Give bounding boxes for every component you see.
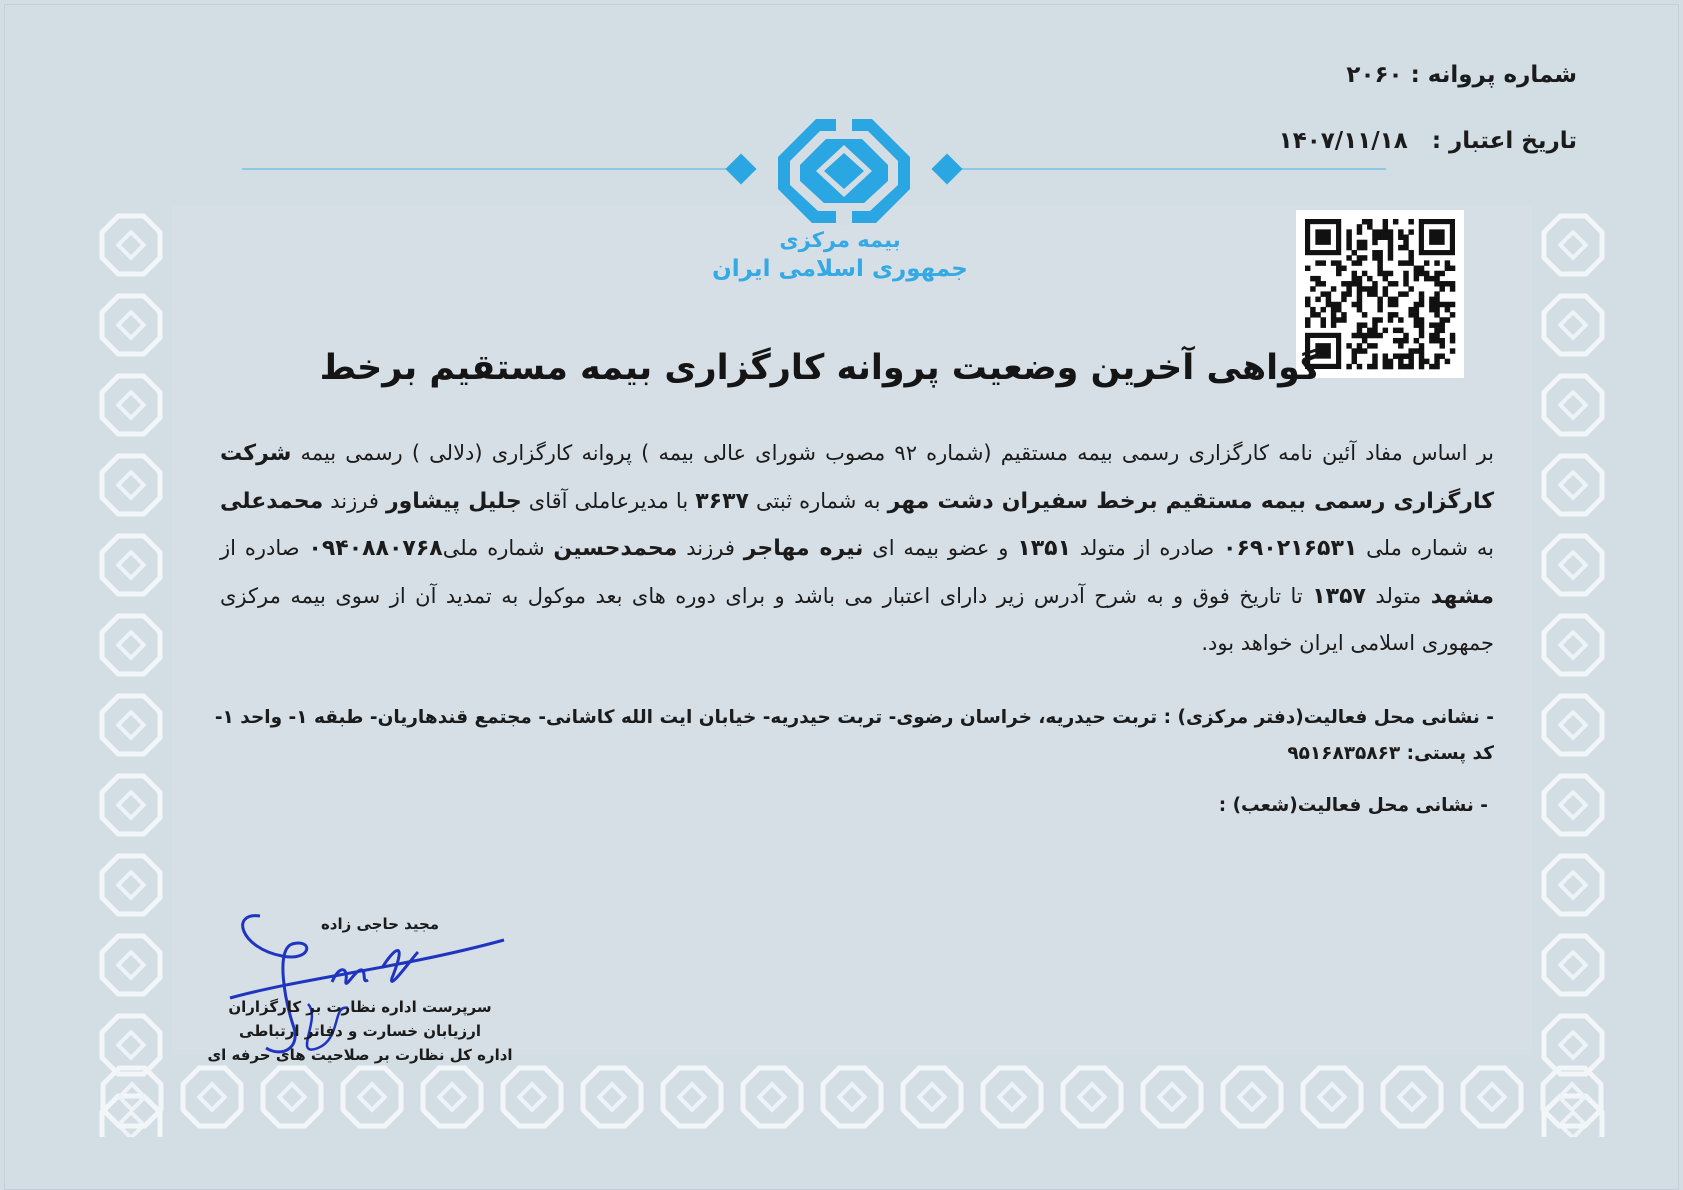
ceo-name: جلیل پیشاور — [385, 488, 522, 514]
signatory-title-line1: سرپرست اداره نظارت بر کارگزاران — [228, 998, 492, 1016]
ceo-birth-year: ۱۳۵۱ — [1017, 536, 1072, 561]
logo-divider-right — [956, 168, 1386, 170]
signatory-title-line3: اداره کل نظارت بر صلاحیت های حرفه ای — [207, 1046, 513, 1064]
decorative-border-left — [92, 205, 170, 1137]
central-insurance-logo-icon — [776, 117, 912, 229]
ceo-father-name: محمدعلی — [220, 488, 324, 514]
member-birth-year: ۱۳۵۷ — [1312, 583, 1366, 609]
signatory-title-line2: ارزیابان خسارت و دفاتر ارتباطی — [239, 1022, 481, 1040]
logo-text-line1: بیمه مرکزی — [779, 228, 901, 252]
company-name: شرکت کارگزاری رسمی بیمه مستقیم برخط سفیران دشت مهر — [220, 441, 1495, 514]
logo-divider-left — [242, 168, 730, 170]
head-office-address: - نشانی محل فعالیت(دفتر مرکزی) : تربت حیدریه، خراسان رضوی- تربت حیدریه- خیابان ایت الله کاشانی- مجتمع قندهاریان- طبقه ۱- واحد ۱- کد پستی: ۹۵۱۶۸۳۵۸۶۳ — [214, 707, 1494, 764]
validity-date-label: تاریخ اعتبار : — [1431, 128, 1577, 154]
license-number — [1346, 62, 1577, 88]
member-name: نیره مهاجر — [743, 536, 864, 561]
validity-date — [1279, 128, 1577, 154]
member-issue-city: مشهد — [1430, 583, 1494, 609]
registration-number: ۳۶۳۷ — [695, 488, 749, 514]
certificate-body-text: بر اساس مفاد آئین نامه کارگزاری رسمی بیمه مستقیم (شماره ۹۲ مصوب شورای عالی بیمه ) پروانه کارگزاری (دلالی ) رسمی بیمه شرکت کارگزاری رسمی بیمه مستقیم برخط سفیران دشت مهر به شماره ثبتی ۳۶۳۷ با مدیرعاملی آقای جلیل پیشاور فرزند محمدعلی به شماره ملی ۰۶۹۰۲۱۶۵۳۱ صادره از متولد ۱۳۵۱ و عضو بیمه ای نیره مهاجر فرزند محمدحسین شماره ملی۰۹۴۰۸۸۰۷۶۸ صادره از مشهد متولد ۱۳۵۷ تا تاریخ فوق و به شرح آدرس زیر دارای اعتبار می باشد و برای دوره های بعد موکول به تمدید آن از سوی بیمه مرکزی جمهوری اسلامی ایران خواهد بود. — [220, 441, 1495, 655]
validity-date-value: ۱۴۰۷/۱۱/۱۸ — [1278, 128, 1408, 154]
certificate-title: گواهی آخرین وضعیت پروانه کارگزاری بیمه مستقیم برخط — [319, 348, 1321, 388]
signatory-title — [200, 995, 520, 1067]
member-national-id: ۰۹۴۰۸۸۰۷۶۸ — [308, 536, 443, 561]
ceo-national-id: ۰۶۹۰۲۱۶۵۳۱ — [1223, 536, 1358, 561]
member-father-name: محمدحسین — [553, 536, 678, 561]
branch-address: - نشانی محل فعالیت(شعب) : — [1218, 795, 1488, 816]
decorative-border-right — [1534, 205, 1612, 1137]
license-number-value: ۲۰۶۰ — [1346, 62, 1403, 88]
logo-text-line2: جمهوری اسلامی ایران — [712, 256, 968, 282]
signatory-name: مجید حاجی زاده — [320, 915, 440, 933]
license-number-label: شماره پروانه : — [1410, 62, 1577, 88]
